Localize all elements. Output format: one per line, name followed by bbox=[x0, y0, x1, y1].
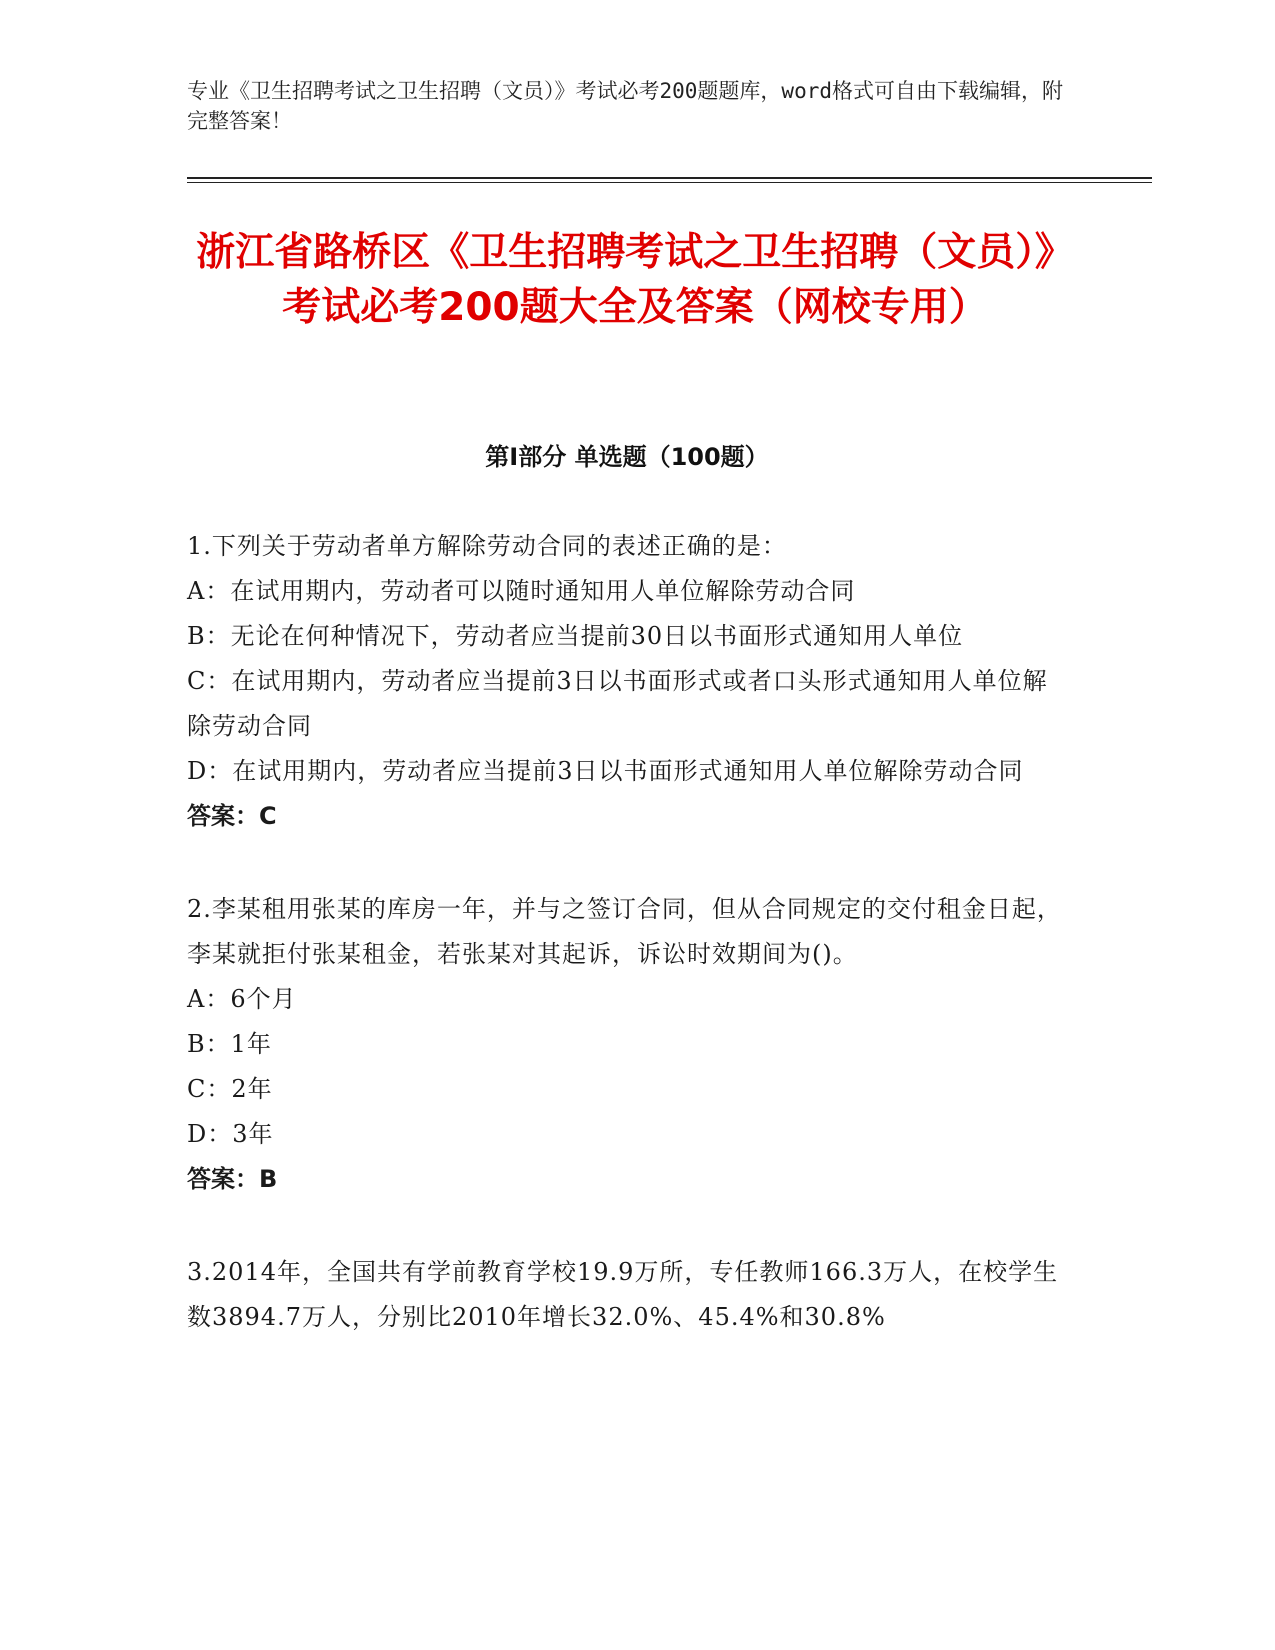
option-a: A：6个月 bbox=[187, 985, 297, 1013]
option-a: A：在试用期内，劳动者可以随时通知用人单位解除劳动合同 bbox=[187, 577, 856, 605]
option-d: D：在试用期内，劳动者应当提前3日以书面形式通知用人单位解除劳动合同 bbox=[187, 757, 1024, 785]
section-heading: 第Ⅰ部分 单选题（100题） bbox=[485, 443, 769, 471]
option-d: D：3年 bbox=[187, 1120, 274, 1148]
question-1 bbox=[187, 524, 1067, 839]
question-stem: 1.下列关于劳动者单方解除劳动合同的表述正确的是： bbox=[187, 532, 787, 560]
question-stem: 3.2014年，全国共有学前教育学校19.9万所，专任教师166.3万人，在校学生数3894.7万人，分别比2010年增长32.0%、45.4%和30.8% bbox=[187, 1258, 1059, 1331]
header-note: 专业《卫生招聘考试之卫生招聘（文员）》考试必考200题题库，word格式可自由下载编辑，附完整答案！ bbox=[187, 79, 1063, 133]
option-c: C：2年 bbox=[187, 1075, 273, 1103]
answer: 答案：C bbox=[187, 802, 277, 830]
option-c: C：在试用期内，劳动者应当提前3日以书面形式或者口头形式通知用人单位解除劳动合同 bbox=[187, 667, 1048, 740]
document-title: 浙江省路桥区《卫生招聘考试之卫生招聘（文员）》考试必考200题大全及答案（网校专用） bbox=[196, 230, 1074, 330]
question-3 bbox=[187, 1250, 1067, 1340]
header-divider-thick bbox=[187, 177, 1152, 179]
question-spacer bbox=[187, 1202, 1067, 1250]
header-divider-thin bbox=[187, 182, 1152, 183]
answer: 答案：B bbox=[187, 1165, 278, 1193]
question-list bbox=[187, 524, 1067, 1340]
question-stem: 2.李某租用张某的库房一年，并与之签订合同，但从合同规定的交付租金日起，李某就拒付张某租金，若张某对其起诉，诉讼时效期间为()。 bbox=[187, 895, 1062, 968]
question-2 bbox=[187, 887, 1067, 1202]
question-spacer bbox=[187, 839, 1067, 887]
option-b: B：1年 bbox=[187, 1030, 272, 1058]
option-b: B：无论在何种情况下，劳动者应当提前30日以书面形式通知用人单位 bbox=[187, 622, 964, 650]
